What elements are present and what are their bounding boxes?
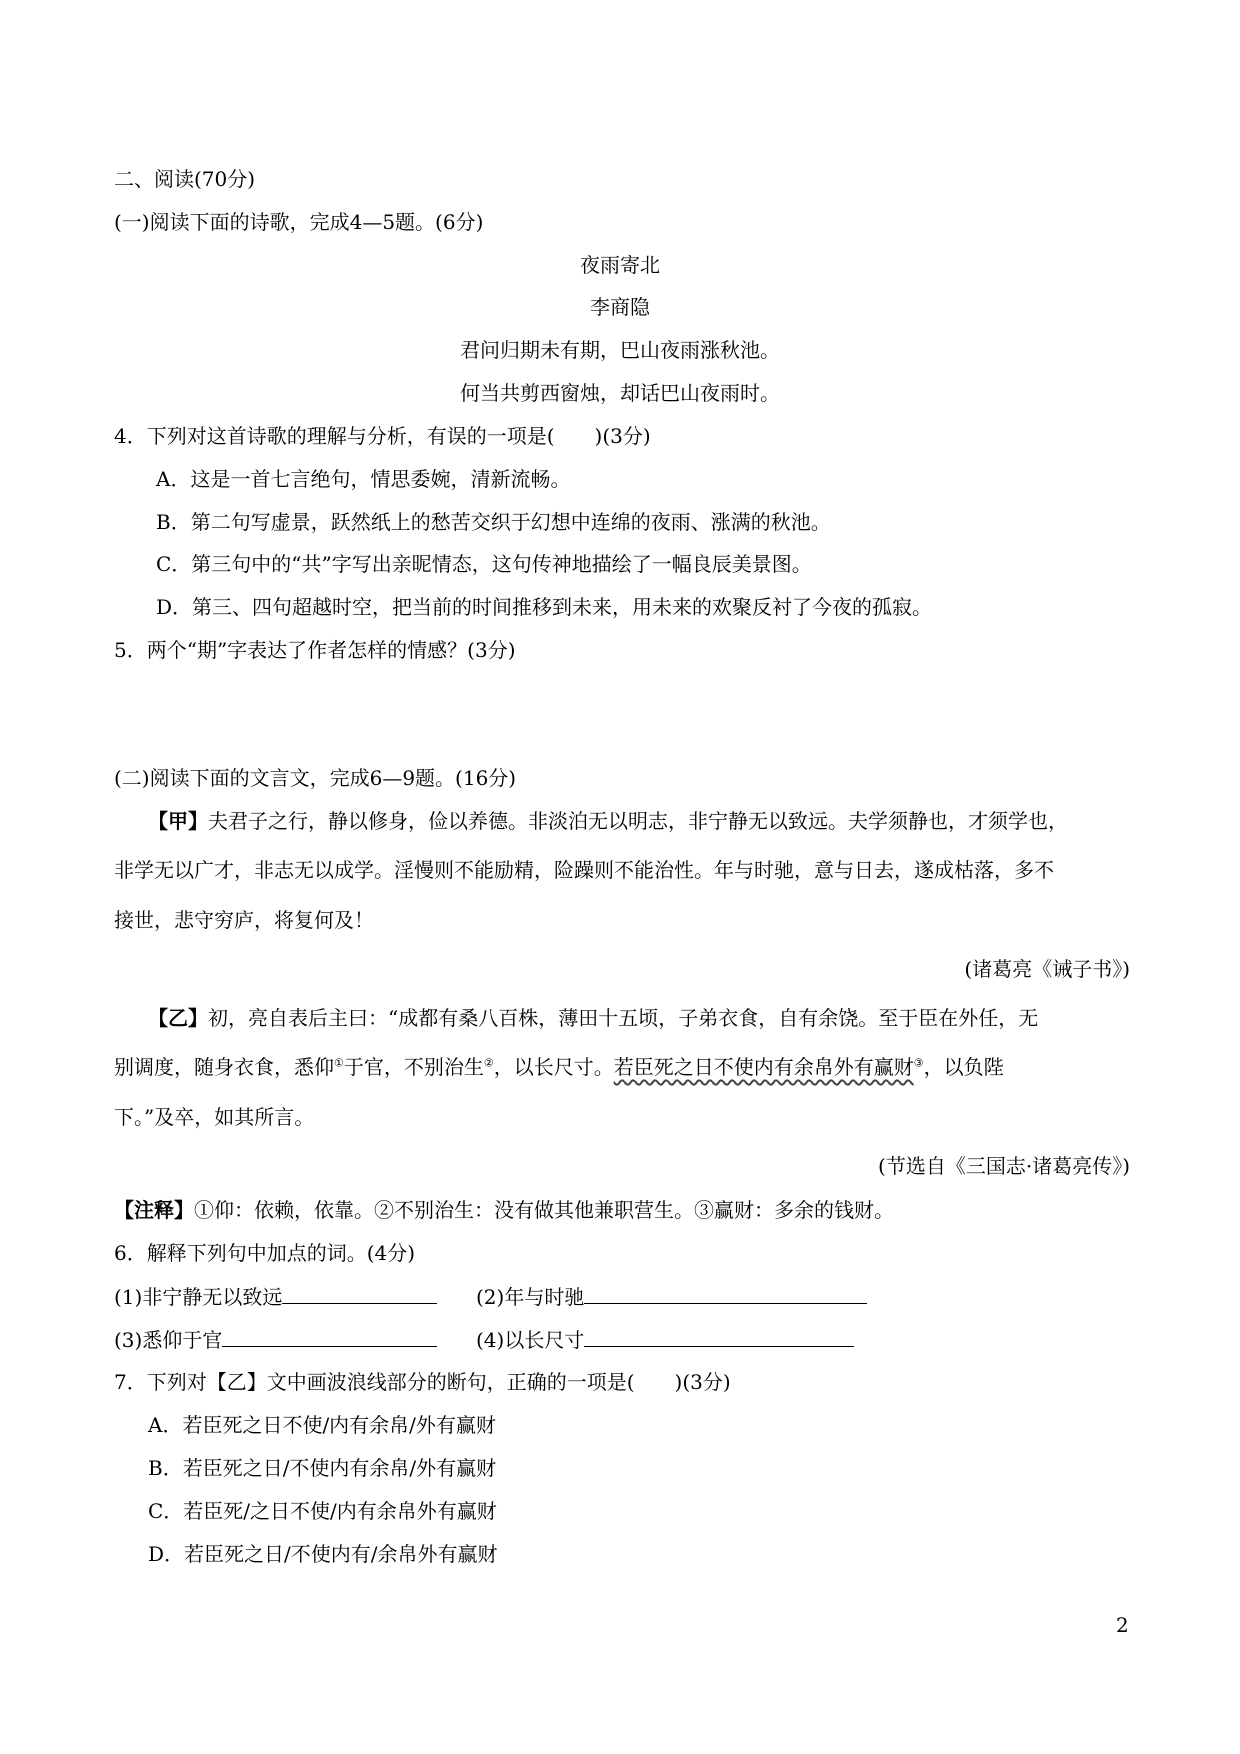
question-4-stem: 4．下列对这首诗歌的理解与分析，有误的一项是( )(3分) [114, 424, 651, 448]
answer-blank-2[interactable] [584, 1283, 867, 1304]
passage-jia-line-2: 非学无以广才，非志无以成学。淫慢则不能励精，险躁则不能治性。年与时驰，意与日去，遂成枯落，多不 [114, 858, 1054, 882]
answer-blank-4[interactable] [584, 1326, 854, 1347]
passage-yi-label: 【乙】 [148, 1006, 208, 1030]
passage-jia-label: 【甲】 [148, 809, 208, 833]
passage-yi-text-2a: 别调度，随身衣食，悉仰 [114, 1055, 334, 1079]
poem-line-2: 何当共剪西窗烛，却话巴山夜雨时。 [460, 381, 780, 405]
question-6-item-4-text: (4)以长尺寸 [476, 1328, 585, 1352]
notes [114, 1197, 894, 1223]
question-6-item-4 [476, 1326, 854, 1353]
question-4-option-b: B．第二句写虚景，跃然纸上的愁苦交织于幻想中连绵的夜雨、涨满的秋池。 [156, 510, 831, 534]
question-7-stem: 7．下列对【乙】文中画波浪线部分的断句，正确的一项是( )(3分) [114, 1370, 731, 1394]
part2-heading: (二)阅读下面的文言文，完成6—9题。(16分) [114, 766, 517, 790]
question-6-stem: 6．解释下列句中加点的词。(4分) [114, 1241, 416, 1265]
passage-jia-source: (诸葛亮《诫子书》) [964, 957, 1130, 981]
footnote-mark-3: ③ [913, 1056, 924, 1070]
passage-jia-line-1 [148, 808, 1068, 834]
poem-title: 夜雨寄北 [580, 253, 660, 277]
passage-yi-line-1 [148, 1005, 1038, 1031]
answer-blank-3[interactable] [222, 1326, 437, 1347]
passage-yi-line-2 [114, 1054, 1004, 1080]
question-6-item-2-text: (2)年与时驰 [476, 1285, 585, 1309]
poem-line-1: 君问归期未有期，巴山夜雨涨秋池。 [460, 338, 780, 362]
passage-yi-text-2c: ，以长尺寸。 [493, 1055, 614, 1079]
passage-yi-text-1: 初，亮自表后主曰：“成都有桑八百株，薄田十五顷，子弟衣食，自有余饶。至于臣在外任，无 [208, 1006, 1039, 1030]
page-number: 2 [1116, 1613, 1129, 1637]
question-4-option-d: D．第三、四句超越时空，把当前的时间推移到未来，用未来的欢聚反衬了今夜的孤寂。 [156, 595, 933, 619]
question-6-item-1 [114, 1283, 437, 1310]
section-title: 二、阅读(70分) [114, 167, 256, 191]
question-7-option-b: B．若臣死之日/不使内有余帛/外有赢财 [148, 1456, 497, 1480]
question-4-option-a: A．这是一首七言绝句，情思委婉，清新流畅。 [156, 467, 571, 491]
question-6-item-1-text: (1)非宁静无以致远 [114, 1285, 283, 1309]
poem-author: 李商隐 [590, 295, 650, 319]
passage-yi-text-2d: ，以负陛 [923, 1055, 1004, 1079]
passage-yi-text-2b: 于官，不别治生 [343, 1055, 484, 1079]
question-7-option-a: A．若臣死之日不使/内有余帛/外有赢财 [148, 1413, 496, 1437]
passage-yi-source: (节选自《三国志·诸葛亮传》) [878, 1154, 1130, 1178]
question-4-option-c: C．第三句中的“共”字写出亲昵情态，这句传神地描绘了一幅良辰美景图。 [156, 552, 812, 576]
notes-text: ①仰：依赖，依靠。②不别治生：没有做其他兼职营生。③赢财：多余的钱财。 [194, 1198, 894, 1222]
answer-blank-1[interactable] [282, 1283, 437, 1304]
passage-yi-line-3: 下。”及卒，如其所言。 [114, 1105, 315, 1129]
question-5: 5．两个“期”字表达了作者怎样的情感？(3分) [114, 638, 516, 662]
wavy-underlined-sentence: 若臣死之日不使内有余帛外有赢财 [613, 1055, 914, 1079]
question-6-item-3 [114, 1326, 437, 1353]
notes-label: 【注释】 [114, 1198, 194, 1222]
question-7-option-c: C．若臣死/之日不使/内有余帛外有赢财 [148, 1499, 497, 1523]
part1-heading: (一)阅读下面的诗歌，完成4—5题。(6分) [114, 210, 484, 234]
question-6-item-3-text: (3)悉仰于官 [114, 1328, 223, 1352]
passage-jia-text-1: 夫君子之行，静以修身，俭以养德。非淡泊无以明志，非宁静无以致远。夫学须静也，才须学也， [208, 809, 1068, 833]
question-7-option-d: D．若臣死之日/不使内有/余帛外有赢财 [148, 1542, 498, 1566]
passage-jia-line-3: 接世，悲守穷庐，将复何及！ [114, 908, 374, 932]
footnote-mark-1: ① [334, 1056, 344, 1070]
footnote-mark-2: ② [483, 1056, 494, 1070]
question-6-item-2 [476, 1283, 867, 1310]
